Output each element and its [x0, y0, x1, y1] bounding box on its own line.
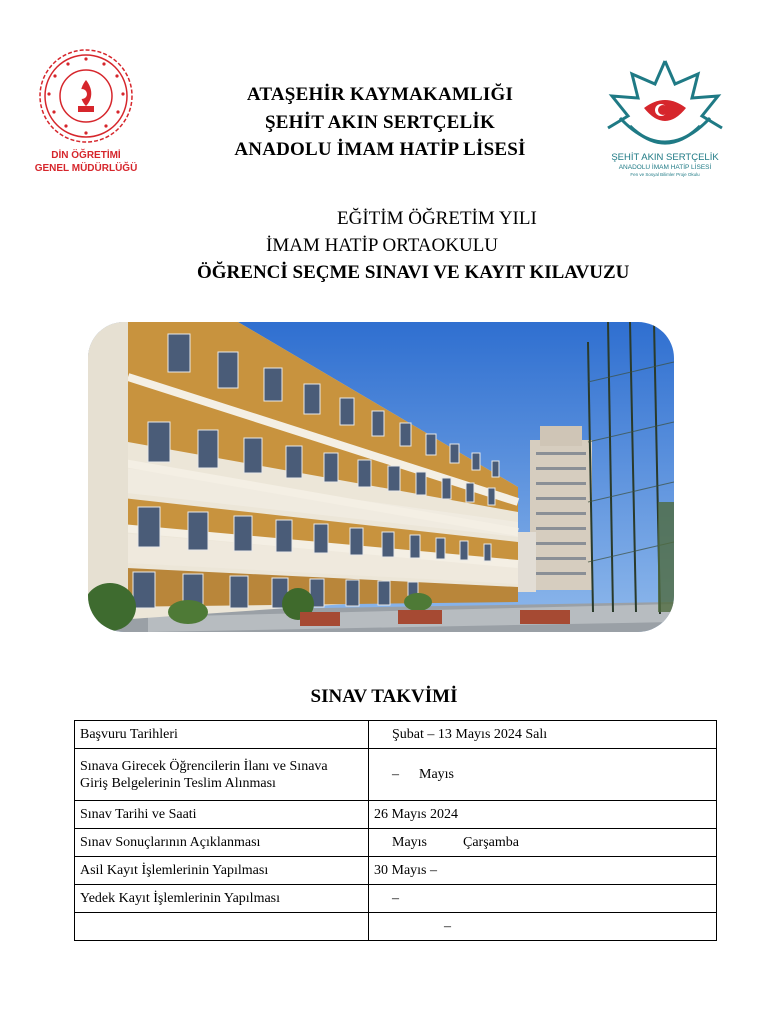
school-logo-line1: ŞEHİT AKIN SERTÇELİK	[611, 152, 719, 163]
table-row	[75, 721, 717, 749]
ministry-logo-line2: GENEL MÜDÜRLÜĞÜ	[34, 163, 138, 174]
table-row	[75, 801, 717, 829]
subheader-school: İMAM HATİP ORTAOKULU	[266, 235, 499, 256]
table-row	[75, 857, 717, 885]
row-value	[369, 885, 717, 913]
ministry-logo-line1: DİN ÖĞRETİMİ	[51, 150, 121, 161]
header-line-1: ATAŞEHİR KAYMAKAMLIĞI	[246, 84, 514, 105]
school-logo-line3: Fen ve Sosyal Bilimler Proje Okulu	[630, 172, 700, 177]
school-building-photo	[88, 322, 674, 632]
row-label: Asil Kayıt İşlemlerinin Yapılması	[75, 857, 369, 885]
table-row	[75, 749, 717, 801]
row-value-text: Şubat – 13 Mayıs 2024 Salı	[392, 727, 548, 742]
exam-schedule-table	[74, 720, 717, 941]
row-value-text-2: Mayıs	[419, 767, 454, 782]
exam-calendar-title: SINAV TAKVİMİ	[310, 686, 458, 707]
school-logo	[600, 56, 730, 186]
ministry-logo	[30, 48, 142, 178]
row-value	[369, 913, 717, 941]
row-label-line2: Giriş Belgelerinin Teslim Alınması	[80, 775, 276, 791]
row-value-text: Mayıs	[392, 835, 427, 850]
table-row	[75, 913, 717, 941]
row-value	[369, 749, 717, 801]
row-label	[75, 913, 369, 941]
row-label: Başvuru Tarihleri	[75, 721, 369, 749]
row-value: 30 Mayıs –	[369, 857, 717, 885]
row-label: Sınav Tarihi ve Saati	[75, 801, 369, 829]
row-label-line1: Sınava Girecek Öğrencilerin İlanı ve Sınava	[80, 758, 328, 774]
header-line-3: ANADOLU İMAM HATİP LİSESİ	[234, 139, 526, 160]
row-value-text: –	[444, 919, 451, 934]
row-label	[75, 749, 369, 801]
table-row	[75, 885, 717, 913]
row-value	[369, 721, 717, 749]
row-value: 26 Mayıs 2024	[369, 801, 717, 829]
row-label: Sınav Sonuçlarının Açıklanması	[75, 829, 369, 857]
subheader-guide-title: ÖĞRENCİ SEÇME SINAVI VE KAYIT KILAVUZU	[197, 262, 630, 283]
school-logo-line2: ANADOLU İMAM HATİP LİSESİ	[618, 164, 712, 171]
table-row	[75, 829, 717, 857]
row-value-text: –	[392, 891, 399, 906]
row-value-text-2: Çarşamba	[463, 835, 519, 850]
subheader-year: EĞİTİM ÖĞRETİM YILI	[337, 208, 537, 229]
header-line-2: ŞEHİT AKIN SERTÇELİK	[264, 112, 495, 133]
row-label: Yedek Kayıt İşlemlerinin Yapılması	[75, 885, 369, 913]
row-value-text: –	[392, 767, 399, 782]
row-value	[369, 829, 717, 857]
